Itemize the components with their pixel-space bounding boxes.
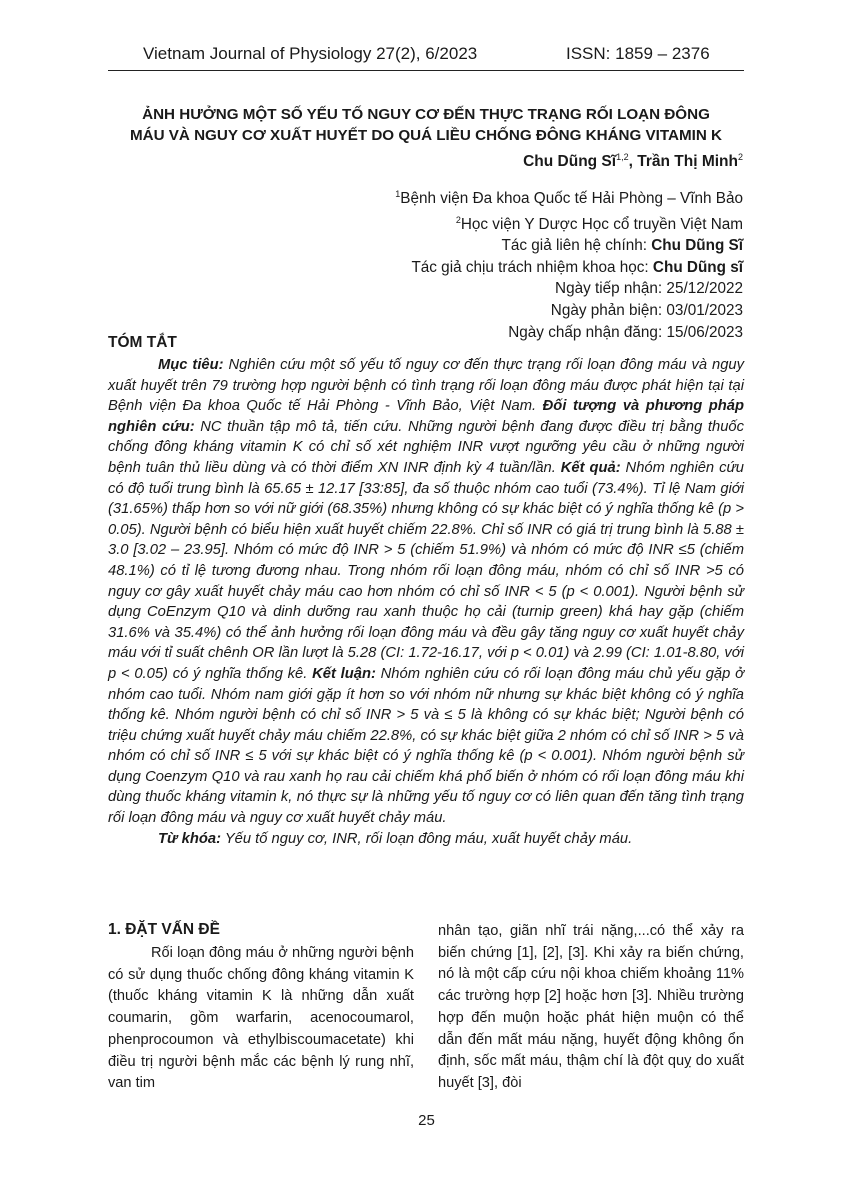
title-line-2: MÁU VÀ NGUY CƠ XUẤT HUYẾT DO QUÁ LIỀU CHỐNG ĐÔNG KHÁNG VITAMIN K bbox=[129, 127, 723, 144]
affiliation-1 bbox=[395, 184, 743, 210]
keywords-paragraph bbox=[108, 829, 744, 850]
author-name: Trần Thị Minh bbox=[637, 153, 738, 170]
affiliation-mark: 1 bbox=[395, 189, 401, 199]
abstract-body bbox=[108, 355, 744, 849]
affiliations-block bbox=[395, 184, 743, 343]
section-heading: 1. ĐẶT VẤN ĐỀ bbox=[108, 921, 220, 938]
author-list bbox=[523, 152, 743, 171]
results-label: Kết quả: bbox=[560, 459, 621, 476]
affiliation-text: Học viện Y Dược Học cổ truyền Việt Nam bbox=[460, 215, 743, 233]
author-affiliation-mark: 1,2 bbox=[616, 152, 629, 162]
objective-label: Mục tiêu: bbox=[158, 357, 224, 373]
objective-text: Nghiên cứu một số yếu tố nguy cơ đến thực trạng rối loạn đông máu và nguy xuất huyết trên 79 trường hợp người bệnh có tình trạng rối loạn đông máu được phát hiện tại tại Bệnh viện Đa khoa Quốc tế Hải Phòng - Vĩnh Bảo, Việt Nam. bbox=[108, 357, 744, 415]
body-paragraph: Rối loạn đông máu ở những người bệnh có sử dụng thuốc chống đông kháng vitamin K (thuốc kháng vitamin K là những dẫn xuất coumarin, gồm warfarin, acenocoumarol, phenprocoumon và ethylbiscoumacetate) khi điều trị người bệnh mắc các bệnh lý rung nhĩ, van tim bbox=[108, 945, 414, 1092]
reviewed-date: Ngày phản biện: 03/01/2023 bbox=[550, 301, 743, 319]
journal-name: Vietnam Journal of Physiology 27(2), 6/2023 bbox=[143, 44, 478, 63]
abstract-heading: TÓM TẮT bbox=[108, 334, 177, 351]
page-number: 25 bbox=[418, 1112, 435, 1129]
keywords-label: Từ khóa: bbox=[158, 830, 221, 847]
author-name: Chu Dũng Sĩ bbox=[523, 153, 617, 170]
abstract-paragraph bbox=[108, 355, 744, 829]
conclusion-label: Kết luận: bbox=[312, 665, 376, 682]
issn: ISSN: 1859 – 2376 bbox=[566, 44, 710, 63]
affiliation-text: Bệnh viện Đa khoa Quốc tế Hải Phòng – Vĩnh Bảo bbox=[400, 190, 743, 207]
body-column-left bbox=[108, 943, 414, 1095]
corresponding-name: Chu Dũng Sĩ bbox=[651, 237, 743, 255]
conclusion-text: Nhóm nghiên cứu có rối loạn đông máu chủ yếu gặp ở nhóm cao tuổi. Nhóm nam giới gặp ít hơn so với nhóm nữ nhưng sự khác biệt không có ý nghĩa thống kê. Nhóm người bệnh có chỉ số INR > 5 và ≤ 5 là không có sự khác biệt; Người bệnh có triệu chứng xuất huyết chảy máu chiếm 22.8%, có sự khác biệt giữa 2 nhóm có chỉ số INR > 5 và nhóm có chỉ số INR ≤ 5 với sự khác biệt có ý nghĩa thống kê (p < 0.001). Nhóm người bệnh sử dụng Coenzym Q10 và rau xanh họ rau cải chiếm khá phổ biến ở nhóm có rối loạn đông máu khi dùng thuốc kháng vitamin k, nó thực sự là những yếu tố nguy cơ có liên quan đến tăng tình trạng rối loạn đông máu và nguy cơ xuất huyết chảy máu. bbox=[108, 665, 744, 827]
body-paragraph: nhân tạo, giãn nhĩ trái nặng,...có thể xảy ra biến chứng [1], [2], [3]. Khi xảy ra biến chứng, nó là một cấp cứu nội khoa chiếm khoảng 11% các trường hợp [2] hoặc hơn [3]. Nhiều trường hợp đến muộn hoặc phát hiện muộn có thể dẫn đến mất máu nặng, huyết động không ổn định, sốc mất máu, thậm chí là đột quỵ do xuất huyết [3], đòi bbox=[438, 923, 744, 1091]
author-affiliation-mark: 2 bbox=[737, 152, 743, 162]
corresponding-label: Tác giả liên hệ chính: bbox=[501, 237, 652, 255]
author-separator: , bbox=[628, 153, 638, 170]
accepted-date: Ngày chấp nhận đăng: 15/06/2023 bbox=[508, 323, 743, 341]
header-divider bbox=[108, 70, 744, 71]
title-line-1: ẢNH HƯỞNG MỘT SỐ YẾU TỐ NGUY CƠ ĐẾN THỰC TRẠNG RỐI LOẠN ĐÔNG bbox=[142, 106, 710, 123]
affiliation-mark: 2 bbox=[455, 214, 461, 225]
scientific-author bbox=[395, 257, 743, 279]
paper-title bbox=[108, 104, 744, 146]
methods-text: NC thuần tập mô tả, tiến cứu. Những người bệnh đang được điều trị bằng thuốc chống đông kháng vitamin K có chỉ số xét nghiệm INR vượt ngưỡng yêu cầu ở những người bệnh tuân thủ liều dùng và có thời điểm XN INR định kỳ 4 tuần/lần. bbox=[108, 418, 744, 476]
received-date: Ngày tiếp nhận: 25/12/2022 bbox=[555, 280, 743, 298]
body-column-right bbox=[438, 921, 744, 1095]
corresponding-author bbox=[395, 235, 743, 257]
affiliation-2 bbox=[395, 210, 743, 236]
keywords-text: Yếu tố nguy cơ, INR, rối loạn đông máu, xuất huyết chảy máu. bbox=[220, 830, 633, 847]
results-text: Nhóm nghiên cứu có độ tuổi trung bình là 65.65 ± 12.17 [33:85], đa số thuộc nhóm cao tuổi (73.4%). Tỉ lệ Nam giới (31.65%) thấp hơn so với nữ giới (68.35%) nhưng không có sự khác biệt có ý nghĩa thống kê (p > 0.05). Người bệnh có biểu hiện xuất huyết chiếm 22.8%. Chỉ số INR có giá trị trung bình là 5.88 ± 3.0 [3.02 – 23.95]. Nhóm có mức độ INR > 5 (chiếm 51.9%) và nhóm có mức độ INR ≤5 (chiếm 48.1%) có tỉ lệ tương đương nhau. Trong nhóm rối loạn đông máu, nhóm có chỉ số INR >5 có nguy cơ gây xuất huyết chảy máu cao hơn nhóm có chỉ số INR < 5 (p < 0.001). Người bệnh sử dụng CoEnzym Q10 và dinh dưỡng rau xanh thuộc họ cải (turnip green) khá hay gặp (chiếm 31.6% và 35.4%) có thể ảnh hưởng rối loạn đông máu và đều gây tăng nguy cơ xuất huyết chảy máu với tỉ suất chênh OR lần lượt là 5.28 (CI: 1.72-16.17, với p < 0.01) và 2.99 (CI: 1.01-8.80, với p < 0.05) có ý nghĩa thống kê. bbox=[108, 459, 744, 682]
scientific-name: Chu Dũng sĩ bbox=[652, 258, 743, 276]
scientific-label: Tác giả chịu trách nhiệm khoa học: bbox=[411, 258, 653, 276]
methods-label: Đối tượng và phương pháp nghiên cứu: bbox=[108, 398, 744, 435]
